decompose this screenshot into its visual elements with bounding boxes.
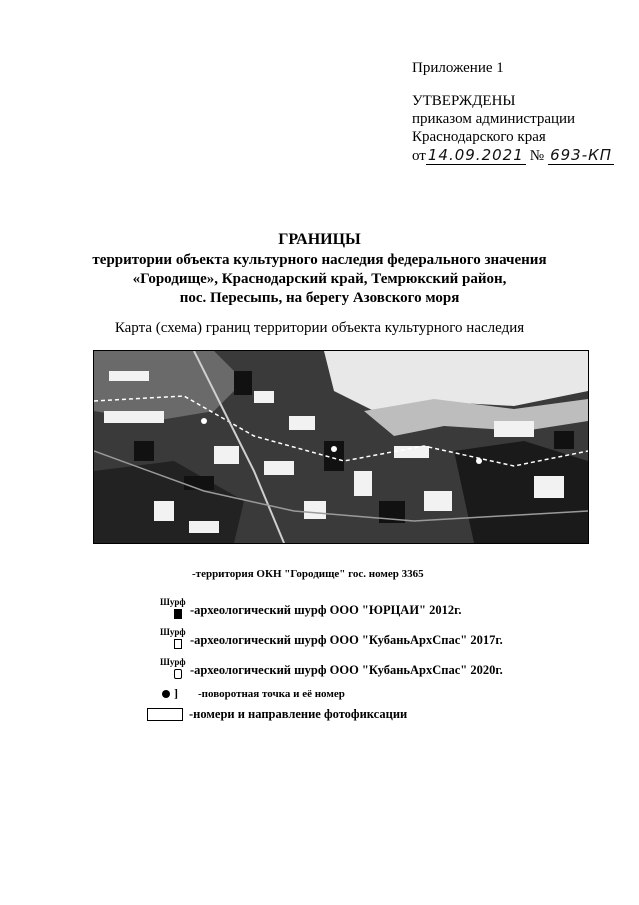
approval-heading: УТВЕРЖДЕНЫ — [412, 93, 516, 109]
approval-block — [412, 92, 614, 165]
shurf-icon-label: Шурф — [160, 657, 186, 667]
shurf-2017-text: -археологический шурф ООО "КубаньАрхСпас" 2017г. — [190, 632, 503, 647]
shurf-2020-text: -археологический шурф ООО "КубаньАрхСпас" 2020г. — [190, 662, 503, 677]
map-subtitle: Карта (схема) границ территории объекта культурного наследия — [114, 320, 525, 336]
shurf-icon-label: Шурф — [160, 597, 186, 607]
number-label: № — [529, 148, 545, 164]
turning-point-text: -поворотная точка и её номер — [198, 687, 345, 700]
shurf-icon — [160, 627, 190, 653]
title-main: ГРАНИЦЫ — [278, 231, 361, 248]
shurf-icon-label: Шурф — [160, 627, 186, 637]
legend-item-turning-point — [162, 686, 562, 702]
appendix-label: Приложение 1 — [412, 60, 504, 76]
approval-line-2: Краснодарского края — [412, 129, 546, 145]
shurf-icon — [160, 657, 190, 683]
photo-frame-icon — [147, 708, 183, 721]
from-label: от — [412, 148, 426, 164]
legend-item-shurf-2020 — [160, 657, 580, 683]
handwritten-date: 14.09.2021 — [427, 146, 524, 164]
approval-line-1: приказом администрации — [412, 111, 576, 127]
title-line-1: территории объекта культурного наследия федерального значения — [92, 252, 547, 268]
legend-item-shurf-2012 — [160, 597, 580, 623]
legend-territory: -территория ОКН "Городище" гос. номер 3365 — [192, 568, 424, 580]
aerial-map-image — [94, 351, 588, 543]
aerial-map — [93, 350, 589, 544]
approval-date-line — [412, 146, 614, 165]
photo-direction-text: -номери и направление фотофиксации — [189, 707, 408, 721]
shurf-2012-text: -археологический шурф ООО "ЮРЦАИ" 2012г. — [190, 602, 462, 617]
bracket-icon: ] — [174, 686, 178, 700]
title-line-3: пос. Пересыпь, на берегу Азовского моря — [179, 290, 460, 306]
title-line-2: «Городище», Краснодарский край, Темрюкский район, — [132, 271, 507, 287]
document-title — [0, 230, 639, 308]
legend-item-shurf-2017 — [160, 627, 580, 653]
shurf-icon — [160, 597, 190, 623]
turning-point-dot-icon — [162, 690, 170, 698]
handwritten-number: 693-КП — [550, 146, 613, 164]
legend-item-photo — [147, 707, 547, 723]
